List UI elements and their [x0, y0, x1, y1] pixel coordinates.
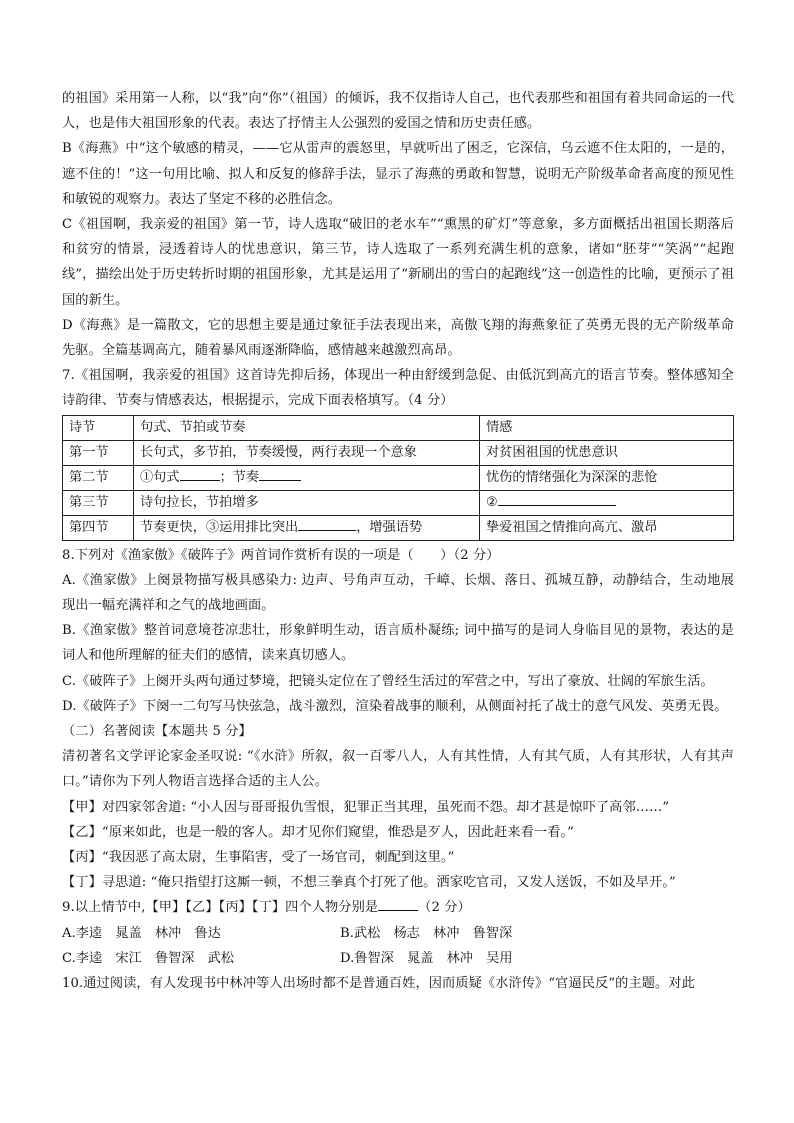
table-cell-emotion: 挚爱祖国之情推向高亢、激昂	[480, 515, 734, 540]
answer-blank-2[interactable]	[259, 466, 301, 481]
table-header-row	[63, 415, 734, 440]
q8-stem: 8.下列对《渔家傲》《破阵子》两首词作赏析有误的一项是（ ）（2 分）	[62, 547, 500, 563]
q9-option-c[interactable]: C.李逵 宋江 鲁智深 武松	[62, 950, 235, 966]
quote-ding: 【丁】寻思道: “俺只指望打这厮一顿，不想三拳真个打死了他。洒家吃官司，又发人送饭，不如及早开。”	[62, 875, 676, 891]
answer-blank-3[interactable]	[298, 516, 356, 531]
quote-yi: 【乙】“原来如此，也是一般的客人。却才见你们窥望，惟恐是歹人，因此赶来看一看。”	[62, 824, 575, 840]
quote-bing: 【丙】“我因恶了高太尉，生事陷害，受了一场官司，刺配到这里。”	[62, 850, 455, 866]
rhythm-text: 节奏更快，③运用排比突出	[140, 519, 299, 535]
table-row	[63, 465, 734, 490]
q8-option-d: D.《破阵子》下阕一二句写马快弦急，战斗激烈，渲染着战事的顺利，从侧面衬托了战士的意气风发、英勇无畏。	[62, 698, 728, 714]
q8-option-c: C.《破阵子》上阕开头两句通过梦境，把镜头定位在了曾经生活过的军营之中，写出了豪放、壮阔的军旅生活。	[62, 673, 714, 689]
table-cell-rhythm: 诗句拉长，节拍增多	[134, 490, 480, 515]
exam-page	[62, 86, 734, 996]
q9-options-row-1	[62, 921, 734, 946]
q7-table	[62, 415, 734, 541]
q9-points: （2 分）	[418, 900, 471, 916]
q9-answer-blank[interactable]	[378, 896, 418, 911]
q9-option-d[interactable]: D.鲁智深 晁盖 林冲 吴用	[340, 950, 513, 966]
rhythm-text: ，增强语势	[356, 519, 423, 535]
rhythm-text: ①句式	[140, 469, 180, 485]
answer-blank-1[interactable]	[180, 466, 220, 481]
emotion-prefix: ②	[486, 494, 498, 510]
table-cell-rhythm	[134, 515, 480, 540]
q7-stem: 7.《祖国啊，我亲爱的祖国》这首诗先抑后扬，体现出一种由舒缓到急促、由低沉到高亢的语言节奏。整体感知全诗韵律、节奏与情感表达，根据提示，完成下面表格填写。（4 分）	[62, 368, 734, 409]
q9-options-row-2	[62, 946, 734, 971]
q9-option-b[interactable]: B.武松 杨志 林冲 鲁智深	[340, 925, 513, 941]
table-cell-emotion: 对贫困祖国的忧患意识	[480, 440, 734, 465]
q8-option-a: A.《渔家傲》上阕景物描写极具感染力: 边声、号角声互动，千嶂、长烟、落日、孤城互静，动静结合，生动地展现出一幅充满祥和之气的战地画面。	[62, 572, 734, 614]
table-cell-section: 第二节	[63, 465, 134, 490]
table-cell-section: 第一节	[63, 440, 134, 465]
q9-stem-text: 9.以上情节中,【甲】【乙】【丙】【丁】四个人物分别是	[62, 900, 379, 916]
rhythm-text: ；节奏	[219, 469, 260, 485]
table-cell-section: 第三节	[63, 490, 134, 515]
section-title: （二）名著阅读【本题共 5 分】	[62, 724, 252, 740]
q10-stem: 10.通过阅读，有人发现书中林冲等人出场时都不是普通百姓，因而质疑《水浒传》“官逼民反”的主题。对此	[62, 976, 695, 992]
table-cell-rhythm: 长句式，多节拍，节奏缓慢，两行表现一个意象	[134, 440, 480, 465]
q6-option-b: B《海燕》中“这个敏感的精灵，——它从雷声的震怒里，早就听出了困乏，它深信，乌云遮不住太阳的，一是的，遮不住的！”这一句用比喻、拟人和反复的修辞手法，显示了海燕的勇敢和智慧，说明无产阶级革命者高度的预见性和敏锐的观察力。表达了坚定不移的必胜信念。	[62, 141, 734, 207]
q9-option-a[interactable]: A.李逵 晁盖 林冲 鲁达	[62, 925, 221, 941]
table-row	[63, 490, 734, 515]
q6-option-d: D《海燕》是一篇散文，它的思想主要是通过象征手法表现出来，高傲飞翔的海燕象征了英勇无畏的无产阶级革命先驱。全篇基调高亢，随着暴风雨逐渐降临，感情越来越激烈高昂。	[62, 317, 734, 359]
table-row	[63, 515, 734, 540]
q6-option-c: C《祖国啊，我亲爱的祖国》第一节，诗人选取“破旧的老水车”“熏黑的矿灯”等意象，多方面概括出祖国长期落后和贫穷的情景，浸透着诗人的忧患意识，第三节，诗人选取了一系列充满生机的意象，诸如“胚芽”“笑涡”“起跑线”，描绘出处于历史转折时期的祖国形象，尤其是运用了“新刷出的雪白的起跑线”这一创造性的比喻，更预示了祖国的新生。	[62, 217, 734, 308]
table-header-cell: 情感	[480, 415, 734, 440]
answer-blank-emotion[interactable]	[498, 491, 616, 506]
table-cell-section: 第四节	[63, 515, 134, 540]
table-header-cell: 诗节	[63, 415, 134, 440]
q6-option-a-tail: 的祖国》采用第一人称，以“我”向“你”（祖国）的倾诉，我不仅指诗人自己，也代表那些和祖国有着共同命运的一代人，也是伟大祖国形象的代表。表达了抒情主人公强烈的爱国之情和历史责任感。	[62, 91, 734, 132]
section-intro: 清初著名文学评论家金圣叹说: “《水浒》所叙，叙一百零八人，人有其性情，人有其气质，人有其形状，人有其声口。”请你为下列人物语言选择合适的主人公。	[62, 749, 734, 790]
table-row	[63, 440, 734, 465]
table-header-cell: 句式、节拍或节奏	[134, 415, 480, 440]
table-cell-emotion: 忧伤的情绪强化为深深的悲怆	[480, 465, 734, 490]
table-cell-rhythm	[134, 465, 480, 490]
q8-option-b: B.《渔家傲》整首词意境苍凉悲壮，形象鲜明生动，语言质朴凝练; 词中描写的是词人身临目见的景物，表达的是词人和他所理解的征夫们的感情，读来真切感人。	[62, 623, 734, 664]
quote-jia: 【甲】对四家邻舍道: “小人因与哥哥报仇雪恨，犯罪正当其理，虽死而不怨。却才甚是惊吓了高邻……”	[62, 799, 670, 815]
q9-stem	[62, 895, 734, 920]
table-cell-emotion	[480, 490, 734, 515]
